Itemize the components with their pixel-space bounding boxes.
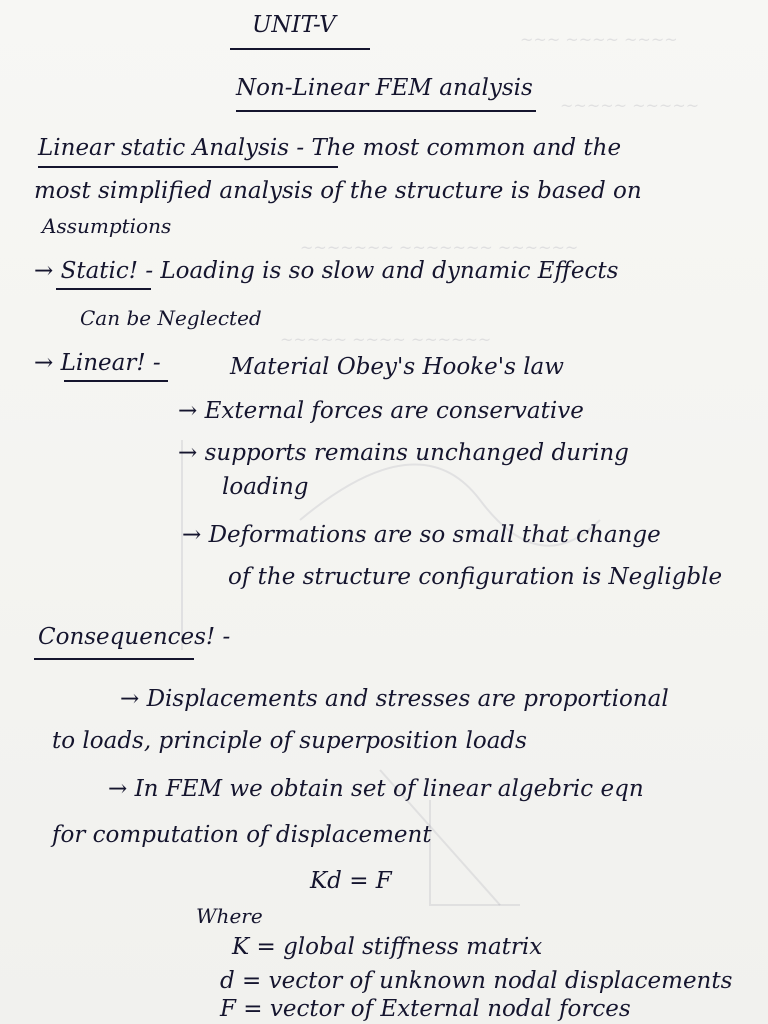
equation-definition: K = global stiffness matrix bbox=[232, 934, 543, 960]
page-title: Non-Linear FEM analysis bbox=[236, 75, 533, 101]
linear-item: loading bbox=[222, 474, 309, 500]
static-underline bbox=[56, 288, 151, 290]
intro-underline bbox=[38, 166, 338, 168]
consequences-underline bbox=[34, 658, 194, 660]
intro-line-3: Assumptions bbox=[42, 214, 172, 238]
static-line-2: Can be Neglected bbox=[80, 306, 262, 330]
unit-heading: UNIT-V bbox=[252, 12, 336, 38]
intro-line-2: most simplified analysis of the structure is based on bbox=[34, 178, 642, 204]
bleed-through: ~~~~~ ~~~~ ~~~~~~ bbox=[280, 330, 492, 349]
linear-item: of the structure configuration is Negligble bbox=[228, 564, 723, 590]
equation-formula: Kd = F bbox=[310, 868, 392, 894]
unit-underline bbox=[230, 48, 370, 50]
linear-underline bbox=[64, 380, 168, 382]
linear-item: → Deformations are so small that change bbox=[182, 522, 661, 548]
equation-definition: F = vector of External nodal forces bbox=[220, 996, 631, 1022]
consequences-line: for computation of displacement bbox=[52, 822, 432, 848]
bleed-through: ~~~~~~~ ~~~~~~~ ~~~~~~ bbox=[300, 238, 579, 257]
title-underline bbox=[236, 110, 536, 112]
bleed-through: ~~~ ~~~~ ~~~~ bbox=[520, 30, 678, 49]
static-line-1: → Static! - Loading is so slow and dynamic Effects bbox=[34, 258, 619, 284]
linear-item: → supports remains unchanged during bbox=[178, 440, 629, 466]
consequences-line: → In FEM we obtain set of linear algebric eqn bbox=[108, 776, 644, 802]
consequences-line: to loads, principle of superposition loads bbox=[52, 728, 527, 754]
bleed-through: ~~~~~ ~~~~~ bbox=[560, 96, 700, 115]
intro-line-1: Linear static Analysis - The most common and the bbox=[38, 135, 622, 161]
linear-label: → Linear! - bbox=[34, 350, 161, 376]
linear-item: → External forces are conservative bbox=[178, 398, 584, 424]
equation-where: Where bbox=[196, 904, 263, 928]
linear-item: Material Obey's Hooke's law bbox=[230, 354, 564, 380]
equation-definition: d = vector of unknown nodal displacements bbox=[220, 968, 733, 994]
consequences-line: → Displacements and stresses are proportional bbox=[120, 686, 669, 712]
consequences-heading: Consequences! - bbox=[38, 624, 231, 650]
